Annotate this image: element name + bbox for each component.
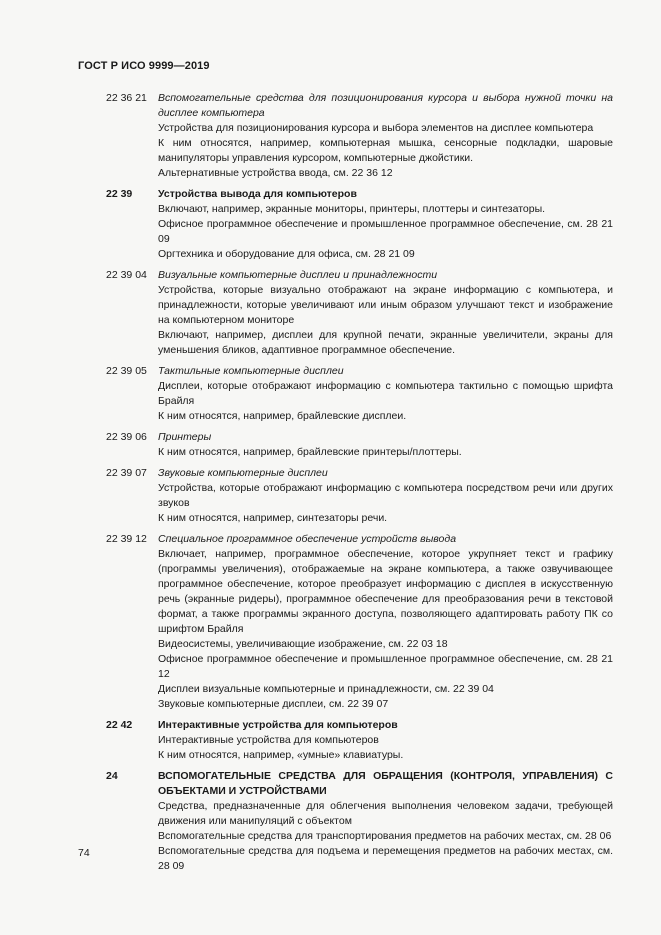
entry-22-39-12 [0,532,661,712]
entry-title: Интерактивные устройства для компьютеров [158,719,398,731]
entry-paragraph: Дисплеи, которые отображают информацию с компьютера тактильно с помощью шрифта Брайля [158,380,613,407]
entry-22-36-21 [0,91,661,181]
classification-list [0,91,661,880]
entry-paragraph: К ним относятся, например, «умные» клавиатуры. [158,749,404,761]
entry-paragraph: К ним относятся, например, синтезаторы речи. [158,512,388,524]
entry-title: Специальное программное обеспечение устройств вывода [158,533,457,545]
document-header: ГОСТ Р ИСО 9999—2019 [78,60,210,72]
entry-paragraph: Альтернативные устройства ввода, см. 22 36 12 [158,167,393,179]
entry-paragraph: К ним относятся, например, брайлевские принтеры/плоттеры. [158,446,462,458]
entry-title: Звуковые компьютерные дисплеи [158,467,328,479]
entry-code: 22 36 21 [106,92,147,104]
entry-paragraph: Дисплеи визуальные компьютерные и принадлежности, см. 22 39 04 [158,683,494,695]
entry-paragraph: Включают, например, экранные мониторы, принтеры, плоттеры и синтезаторы. [158,203,546,215]
entry-paragraph: Устройства для позиционирования курсора и выбора элементов на дисплее компьютера [158,122,594,134]
entry-code: 22 39 [106,188,133,200]
entry-code: 24 [106,770,118,782]
entry-title: Тактильные компьютерные дисплеи [158,365,344,377]
entry-paragraph: К ним относятся, например, брайлевские дисплеи. [158,410,407,422]
entry-title: Визуальные компьютерные дисплеи и принадлежности [158,269,438,281]
entry-title: Принтеры [158,431,212,443]
entry-paragraph: Вспомогательные средства для транспортирования предметов на рабочих местах, см. 28 06 [158,830,612,842]
entry-title: Вспомогательные средства для позиционирования курсора и выбора нужной точки на дисплее компьютера [158,92,613,119]
entry-paragraph: Включает, например, программное обеспечение, которое укрупняет текст и графику (программы увеличения), отображаемые на экране компьютера, а также озвучивающее программное обеспечение, которое преобразует информацию с дисплея в искусственную речь (экранные ридеры), программное обеспечение для преобразования речи в текстовой формат, а также программы экранного доступа, позволяющего адаптировать работу ПК со шрифтом Брайля [158,548,613,635]
entry-paragraph: Вспомогательные средства для подъема и перемещения предметов на рабочих местах, см. 28 09 [158,845,613,872]
entry-paragraph: Устройства, которые отображают информацию с компьютера посредством речи или других звуков [158,482,613,509]
entry-22-42 [0,718,661,763]
entry-paragraph: К ним относятся, например, компьютерная мышка, сенсорные подкладки, шаровые манипуляторы управления курсором, компьютерные джойстики. [158,137,613,164]
entry-24 [0,769,661,874]
entry-code: 22 39 06 [106,431,147,443]
entry-code: 22 42 [106,719,133,731]
entry-22-39-06 [0,430,661,460]
entry-code: 22 39 07 [106,467,147,479]
entry-22-39-05 [0,364,661,424]
entry-paragraph: Устройства, которые визуально отображают на экране информацию с компьютера, и принадлежности, которые увеличивают или иным образом улучшают текст и изображение на компьютерном мониторе [158,284,613,326]
entry-paragraph: Офисное программное обеспечение и промышленное программное обеспечение, см. 28 21 09 [158,218,613,245]
entry-paragraph: Интерактивные устройства для компьютеров [158,734,379,746]
entry-title: ВСПОМОГАТЕЛЬНЫЕ СРЕДСТВА ДЛЯ ОБРАЩЕНИЯ (КОНТРОЛЯ, УПРАВЛЕНИЯ) С ОБЪЕКТАМИ И УСТРОЙСТВАМИ [158,770,613,797]
entry-paragraph: Оргтехника и оборудование для офиса, см. 28 21 09 [158,248,415,260]
entry-paragraph: Офисное программное обеспечение и промышленное программное обеспечение, см. 28 21 12 [158,653,613,680]
entry-title: Устройства вывода для компьютеров [158,188,357,200]
entry-22-39-07 [0,466,661,526]
entry-paragraph: Звуковые компьютерные дисплеи, см. 22 39 07 [158,698,389,710]
entry-code: 22 39 04 [106,269,147,281]
entry-22-39-04 [0,268,661,358]
entry-paragraph: Средства, предназначенные для облегчения выполнения человеком задачи, требующей движения или манипуляций с объектом [158,800,613,827]
entry-code: 22 39 05 [106,365,147,377]
entry-paragraph: Включают, например, дисплеи для крупной печати, экранные увеличители, экраны для уменьшения бликов, адаптивное программное обеспечение. [158,329,613,356]
entry-paragraph: Видеосистемы, увеличивающие изображение, см. 22 03 18 [158,638,448,650]
page-number: 74 [78,847,90,859]
entry-code: 22 39 12 [106,533,147,545]
entry-22-39 [0,187,661,262]
